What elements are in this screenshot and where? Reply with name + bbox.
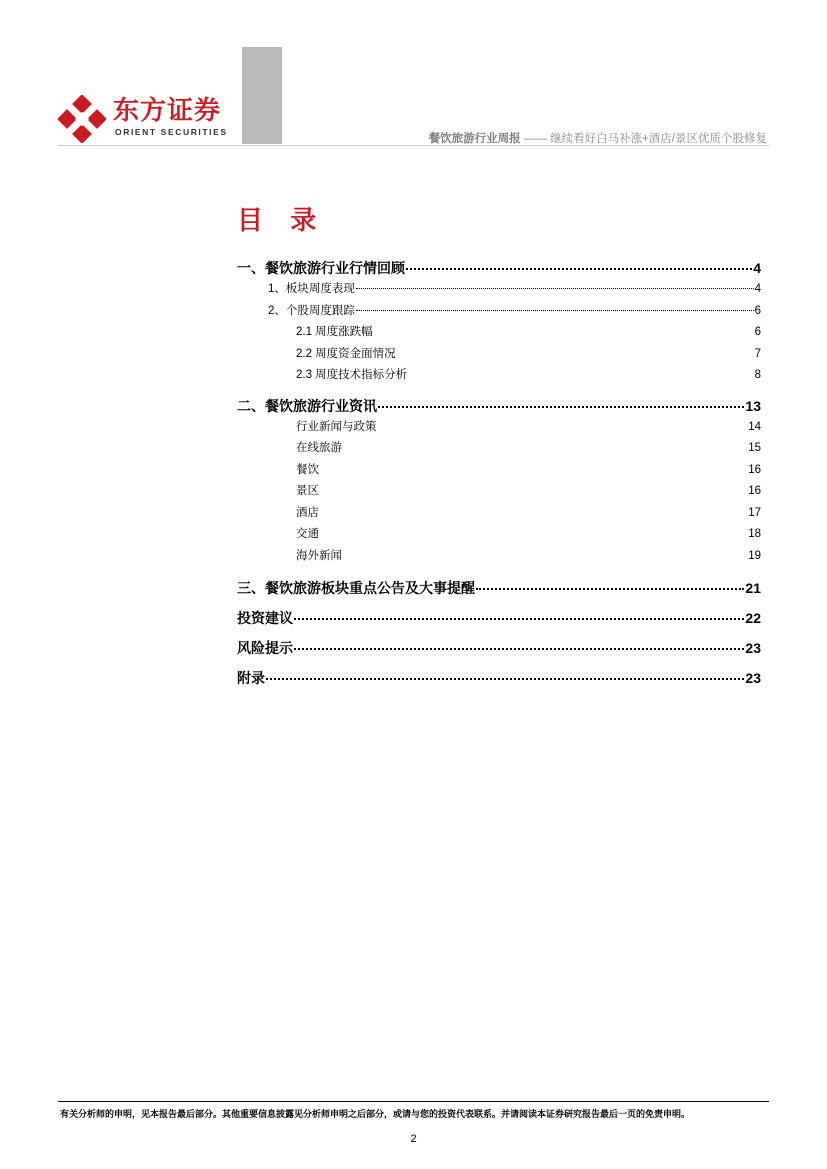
toc-entry[interactable] — [237, 524, 761, 546]
toc-entry-page: 17 — [748, 503, 761, 525]
toc-entry[interactable] — [237, 257, 761, 279]
toc-entry[interactable] — [237, 546, 761, 568]
header-divider — [58, 145, 769, 146]
header-separator: —— — [523, 133, 547, 145]
toc-entry-page: 23 — [745, 637, 761, 659]
toc-entry-title: 景区 — [296, 481, 319, 503]
toc-entry-page: 8 — [755, 365, 761, 387]
toc-entry-page: 23 — [745, 667, 761, 689]
toc-entry[interactable] — [237, 481, 761, 503]
toc-entry-page: 16 — [748, 460, 761, 482]
toc-entry-title: 餐饮 — [296, 460, 319, 482]
toc-entry-title: 行业新闻与政策 — [296, 417, 377, 439]
toc-entry-title: 2、个股周度跟踪 — [268, 301, 355, 323]
toc-entry-page: 4 — [753, 257, 761, 279]
toc-entry-title: 2.1 周度涨跌幅 — [296, 322, 373, 344]
toc-entry-page: 13 — [745, 395, 761, 417]
toc-entry-title: 投资建议 — [237, 607, 293, 629]
toc-title: 目 录 — [237, 205, 327, 235]
toc-entry-page: 18 — [748, 524, 761, 546]
footer-disclaimer: 有关分析师的申明，见本报告最后部分。其他重要信息披露见分析师申明之后部分，或请与您的投资代表联系。并请阅读本证券研究报告最后一页的免责申明。 — [60, 1109, 691, 1119]
company-name-en: ORIENT SECURITIES — [115, 127, 228, 137]
footer-divider — [58, 1101, 769, 1102]
toc-entry-page: 21 — [745, 577, 761, 599]
toc-entry-title: 酒店 — [296, 503, 319, 525]
toc-entry[interactable] — [237, 460, 761, 482]
toc-entry-title: 交通 — [296, 524, 319, 546]
toc-entry-page: 7 — [755, 344, 761, 366]
toc-entry-page: 4 — [755, 279, 761, 301]
toc-entry[interactable] — [237, 438, 761, 460]
toc-entry[interactable] — [237, 365, 761, 387]
toc-entry-title: 二、餐饮旅游行业资讯 — [237, 395, 377, 417]
toc-entry[interactable] — [237, 301, 761, 323]
toc-entry-page: 6 — [755, 301, 761, 323]
toc-entry-page: 22 — [745, 607, 761, 629]
toc-entry-title: 2.3 周度技术指标分析 — [296, 365, 407, 387]
toc-entry-title: 2.2 周度资金面情况 — [296, 344, 396, 366]
toc-entry[interactable] — [237, 667, 761, 689]
company-logo — [58, 95, 228, 145]
header-gray-block — [242, 47, 282, 144]
report-header — [429, 130, 767, 146]
toc-entry-title: 海外新闻 — [296, 546, 342, 568]
toc-entry[interactable] — [237, 417, 761, 439]
toc-entry-page: 19 — [748, 546, 761, 568]
toc-entry-title: 风险提示 — [237, 637, 293, 659]
toc-entry-page: 15 — [748, 438, 761, 460]
toc-entry-page: 6 — [755, 322, 761, 344]
toc-entry-title: 三、餐饮旅游板块重点公告及大事提醒 — [237, 577, 475, 599]
toc-entry[interactable] — [237, 322, 761, 344]
toc-entry-title: 1、板块周度表现 — [268, 279, 355, 301]
toc-entry-page: 14 — [748, 417, 761, 439]
toc-entry-title: 附录 — [237, 667, 265, 689]
report-title: 继续看好白马补涨+酒店/景区优质个股修复 — [550, 133, 767, 145]
table-of-contents — [237, 257, 761, 689]
toc-entry[interactable] — [237, 503, 761, 525]
toc-entry[interactable] — [237, 395, 761, 417]
orient-securities-logo-icon — [58, 95, 106, 143]
page-number: 2 — [410, 1133, 417, 1145]
toc-entry[interactable] — [237, 637, 761, 659]
toc-entry[interactable] — [237, 344, 761, 366]
report-type: 餐饮旅游行业周报 — [428, 133, 521, 145]
toc-entry-title: 在线旅游 — [296, 438, 342, 460]
toc-entry[interactable] — [237, 607, 761, 629]
toc-entry[interactable] — [237, 279, 761, 301]
toc-entry-title: 一、餐饮旅游行业行情回顾 — [237, 257, 405, 279]
company-name-cn: 东方证券 — [113, 95, 222, 125]
toc-entry-page: 16 — [748, 481, 761, 503]
toc-entry[interactable] — [237, 577, 761, 599]
